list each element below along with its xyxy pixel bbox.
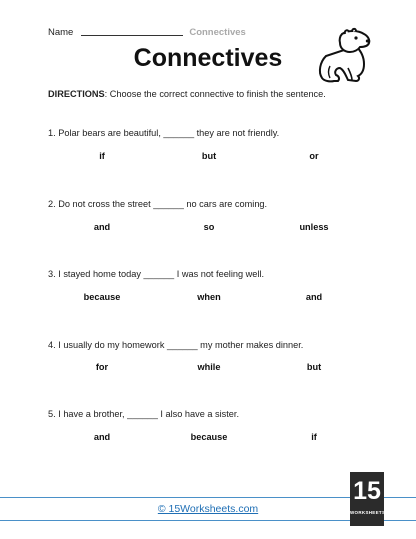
question-3: 3. I stayed home today ______ I was not feeling well. bbox=[48, 269, 265, 279]
logo-number: 15 bbox=[353, 477, 381, 505]
q4-option-3: but bbox=[306, 362, 322, 372]
polar-bear-icon bbox=[312, 26, 374, 84]
q5-option-3: if bbox=[311, 432, 317, 442]
q4-option-2: while bbox=[197, 362, 221, 372]
name-label: Name bbox=[48, 27, 74, 38]
directions-text: : Choose the correct connective to finish the sentence. bbox=[104, 89, 326, 99]
name-line bbox=[81, 34, 183, 36]
q2-option-3: unless bbox=[299, 222, 329, 232]
q5-option-1: and bbox=[93, 432, 111, 442]
q1-option-3: or bbox=[309, 151, 319, 161]
question-2: 2. Do not cross the street ______ no cars are coming. bbox=[48, 199, 268, 209]
q5-option-2: because bbox=[190, 432, 228, 442]
page-title: Connectives bbox=[133, 44, 283, 72]
question-5: 5. I have a brother, ______ I also have a sister. bbox=[48, 409, 240, 419]
copyright-link[interactable]: © 15Worksheets.com bbox=[157, 503, 259, 515]
q3-option-1: because bbox=[83, 292, 121, 302]
q4-option-1: for bbox=[95, 362, 109, 372]
question-4: 4. I usually do my homework ______ my mother makes dinner. bbox=[48, 340, 304, 350]
q2-option-1: and bbox=[93, 222, 111, 232]
worksheets-logo bbox=[350, 472, 384, 526]
question-1: 1. Polar bears are beautiful, ______ they are not friendly. bbox=[48, 128, 280, 138]
q3-option-3: and bbox=[305, 292, 323, 302]
subject-label: Connectives bbox=[189, 27, 246, 38]
directions bbox=[48, 89, 326, 99]
q1-option-1: if bbox=[99, 151, 105, 161]
q2-option-2: so bbox=[203, 222, 215, 232]
q1-option-2: but bbox=[201, 151, 217, 161]
logo-word: WORKSHEETS bbox=[350, 510, 386, 515]
directions-label: DIRECTIONS bbox=[48, 89, 105, 99]
q3-option-2: when bbox=[197, 292, 221, 302]
